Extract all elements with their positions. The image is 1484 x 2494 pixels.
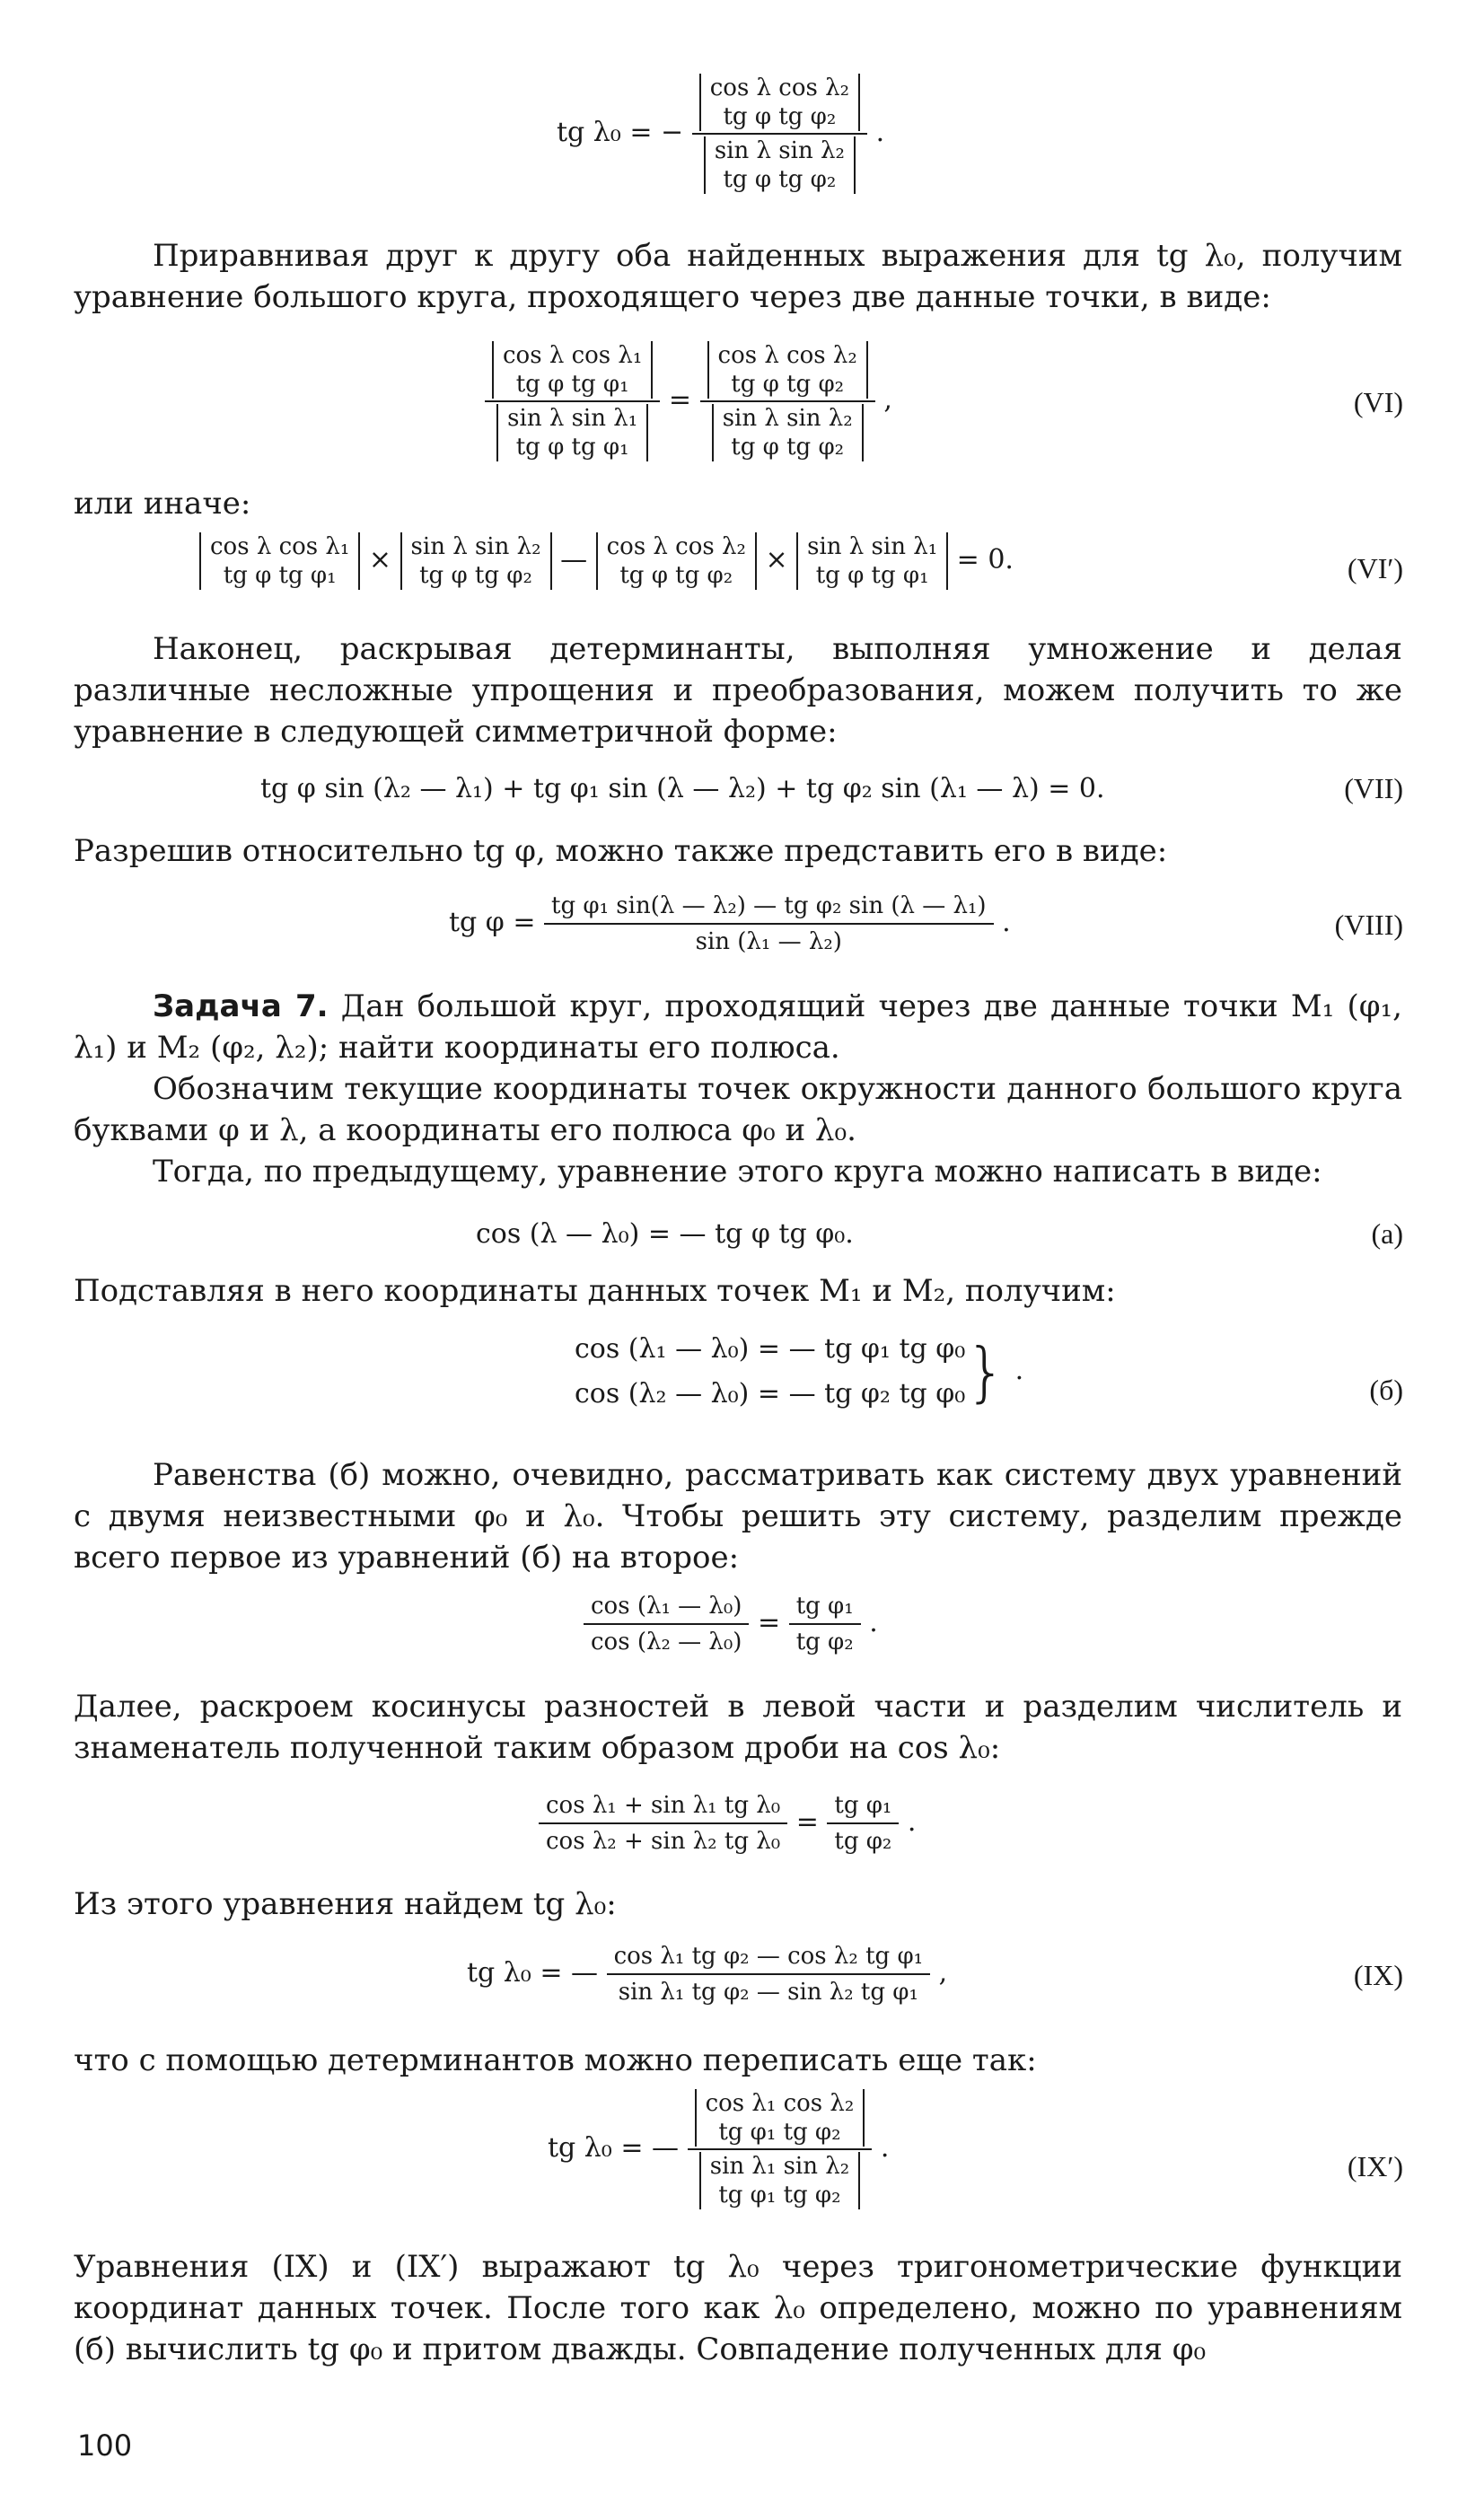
formula-a: cos (λ — λ₀) = — tg φ tg φ₀. [476,1218,854,1250]
paragraph-4: Разрешив относительно tg φ, можно также представить его в виде: [74,833,1168,869]
equation-tag-VI-prime: (VI′) [1347,552,1403,584]
formula-b-system: cos (λ₁ — λ₀) = — tg φ₁ tg φ₀ cos (λ₂ — λ₀) = — tg φ₂ tg φ₀ } . [575,1327,1023,1417]
page-number: 100 [77,2428,133,2463]
formula-top: tg λ₀ = − cos λ cos λ₂ tg φ tg φ₂ sin λ sin λ₂ tg φ tg φ₂ . [557,72,884,196]
formula-VII: tg φ sin (λ₂ — λ₁) + tg φ₁ sin (λ — λ₂) + tg φ₂ sin (λ₁ — λ) = 0. [260,773,1105,804]
det-row: sin λ sin λ₁ [507,405,638,432]
det-row: tg φ tg φ₁ [223,562,337,589]
det-row: cos λ cos λ₁ [210,533,350,560]
formula-VI: cos λ cos λ₁ tg φ tg φ₁ sin λ sin λ₁ tg φ tg φ₁ = cos λ cos λ₂ tg φ tg φ₂ sin λ sin λ₂ tg φ tg φ₂ , [485,339,892,463]
equation-line: cos (λ₂ — λ₀) = — tg φ₂ tg φ₀ [575,1378,966,1409]
det-row: sin λ sin λ₂ [714,137,845,164]
det-row: tg φ tg φ₁ [515,371,629,398]
det-row: tg φ tg φ₂ [731,371,845,398]
det-row: tg φ tg φ₂ [619,562,733,589]
equation-tag-VIII: (VIII) [1334,909,1403,941]
det-row: cos λ cos λ₂ [717,342,857,369]
equation-line: cos (λ₁ — λ₀) = — tg φ₁ tg φ₀ [575,1333,966,1365]
paragraph-11: Из этого уравнения найдем tg λ₀: [74,1886,617,1922]
paragraph-12: что с помощью детерминантов можно переписать еще так: [74,2042,1037,2078]
formula-division: $\frac{\text{cos (λ₁ — λ₀)}}{\text{cos (λ₂ — λ₀)}}$ = $\frac{\text{tg φ₁}}{\text{tg φ₂}}$ . [584,1589,878,1659]
formula-VIII: tg φ = $\frac{\text{tg φ₁ sin(λ — λ₂) — tg φ₂ sin (λ — λ₁)}}{\text{sin (λ₁ — λ₂)}}$ . [449,889,1011,959]
paragraph-3: Наконец, раскрывая детерминанты, выполняя умножение и делая различные несложные упрощения и преобразования, можем получить то же уравнение в следующей симметричной форме: [74,631,1402,750]
paragraph-task-7: Задача 7. Дан большой круг, проходящий через две данные точки M₁ (φ₁, λ₁) и M₂ (φ₂, λ₂); найти координаты его полюса. Обозначим текущие координаты точек окружности данного большого круга буквами φ и λ, а координаты его полюса φ₀ и λ₀. Тогда, по предыдущему, уравнение этого круга можно написать в виде: [74,988,1402,1190]
det-row: sin λ sin λ₂ [722,405,853,432]
formula-top-fraction [692,72,867,196]
formula-expanded: $\frac{\text{cos λ₁ + sin λ₁ tg λ₀}}{\text{cos λ₂ + sin λ₂ tg λ₀}}$ = $\frac{\text{tg φ₁}}{\text{tg φ₂}}$ . [539,1788,916,1858]
det-row: cos λ cos λ₂ [606,533,746,560]
equation-tag-a: (a) [1371,1217,1403,1250]
equation-tag-b: (б) [1369,1374,1403,1406]
det-row: tg φ₁ tg φ₂ [718,2182,841,2209]
det-row: cos λ cos λ₁ [503,342,643,369]
paragraph-1: Приравнивая друг к другу оба найденных выражения для tg λ₀, получим уравнение большого круга, проходящего через две данные точки, в виде: [74,238,1402,315]
paragraph-13: Уравнения (IX) и (IX′) выражают tg λ₀ через тригонометрические функции координат данных точек. После того как λ₀ определено, можно по уравнениям (б) вычислить tg φ₀ и притом дважды. Совпадение полученных для φ₀ [74,2249,1402,2367]
det-row: sin λ sin λ₁ [807,533,938,560]
det-row: sin λ₁ sin λ₂ [709,2153,850,2180]
det-row: tg φ tg φ₂ [419,562,532,589]
formula-top-lhs: tg λ₀ = − [557,117,684,148]
det-row: tg φ tg φ₁ [815,562,929,589]
det-row: cos λ cos λ₂ [709,75,850,101]
det-row: tg φ tg φ₁ [515,434,629,461]
det-row: cos λ₁ cos λ₂ [705,2090,855,2117]
formula-IX-prime: tg λ₀ = — cos λ₁ cos λ₂ tg φ₁ tg φ₂ sin λ₁ sin λ₂ tg φ₁ tg φ₂ . [548,2087,889,2211]
right-brace-icon: } [965,1334,1007,1409]
task-label: Задача 7. [153,988,329,1024]
formula-VI-prime: cos λ cos λ₁ tg φ tg φ₁ × sin λ sin λ₂ tg φ tg φ₂ — cos λ cos λ₂ tg φ tg φ₂ × sin λ sin λ₁ tg φ tg φ₁ = 0. [199,532,1014,590]
paragraph-8: Подставляя в него координаты данных точек M₁ и M₂, получим: [74,1273,1116,1309]
det-row: tg φ tg φ₂ [731,434,845,461]
paragraph-10: Далее, раскроем косинусы разностей в левой части и разделим числитель и знаменатель полученной таким образом дроби на cos λ₀: [74,1689,1402,1766]
det-row: sin λ sin λ₂ [410,533,541,560]
paragraph-2: или иначе: [74,486,251,522]
equation-tag-IX: (IX) [1353,1959,1403,1991]
equation-tag-IX-prime: (IX′) [1347,2150,1403,2182]
paragraph-9: Равенства (б) можно, очевидно, рассматривать как систему двух уравнений с двумя неизвестными φ₀ и λ₀. Чтобы решить эту систему, разделим прежде всего первое из уравнений (б) на второе: [74,1457,1402,1576]
det-row: tg φ tg φ₂ [723,103,837,130]
equation-tag-VI: (VI) [1353,386,1403,418]
det-row: tg φ₁ tg φ₂ [718,2119,841,2146]
formula-IX: tg λ₀ = — $\frac{\text{cos λ₁ tg φ₂ — cos λ₂ tg φ₁}}{\text{sin λ₁ tg φ₂ — sin λ₂ tg φ₁}}$ , [467,1939,947,2009]
det-row: tg φ tg φ₂ [723,166,837,193]
equation-tag-VII: (VII) [1344,772,1403,804]
